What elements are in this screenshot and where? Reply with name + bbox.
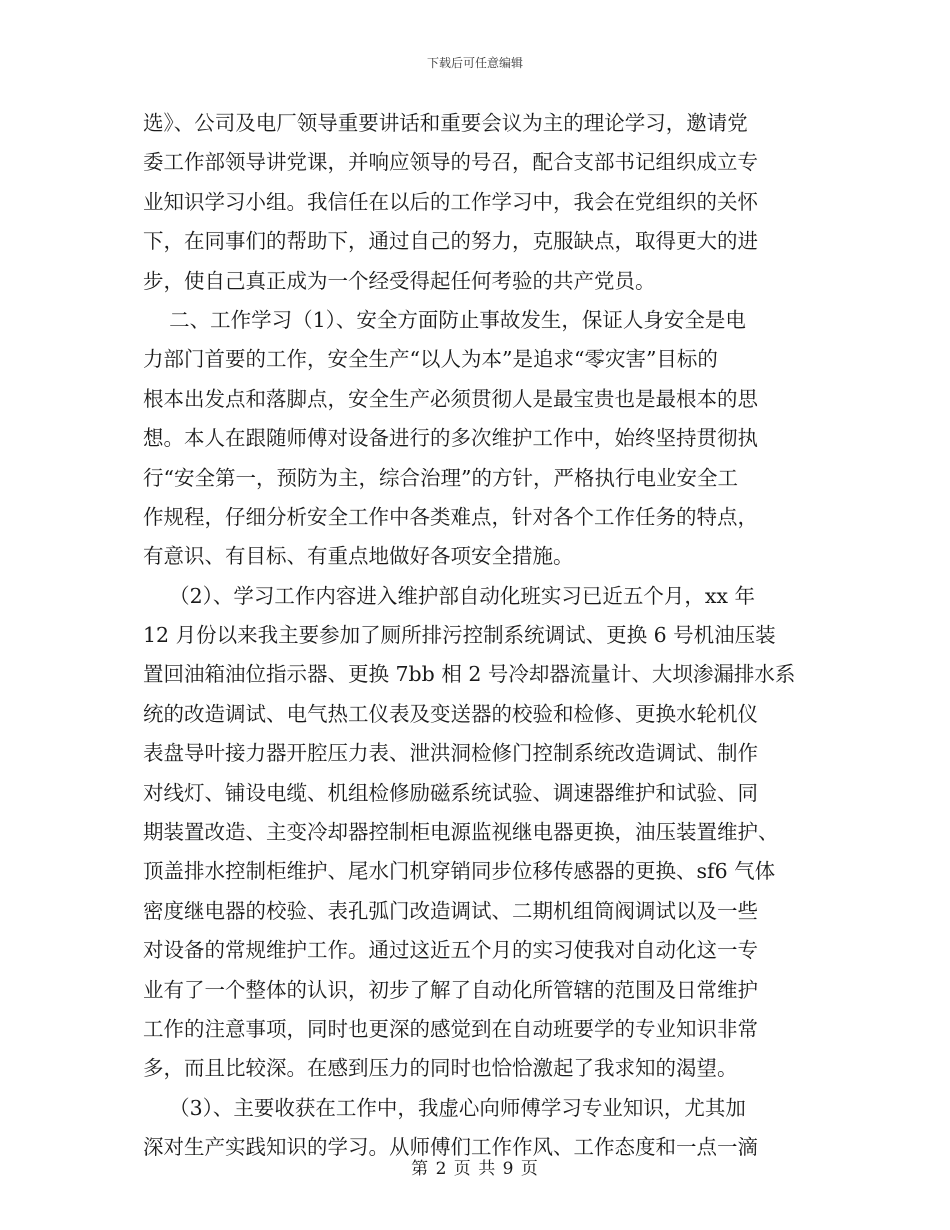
text-line: 业知识学习小组。我信任在以后的工作学习中，我会在党组织的关怀 xyxy=(143,189,758,214)
text-line: 12 月份以来我主要参加了厕所排污控制系统调试、更换 6 号机油压装 xyxy=(143,623,776,648)
page-number-footer: 第 2 页 共 9 页 xyxy=(411,1159,539,1179)
text-line: 下，在同事们的帮助下，通过自己的努力，克服缺点，取得更大的进 xyxy=(143,229,758,254)
text-line: 对设备的常规维护工作。通过这近五个月的实习使我对自动化这一专 xyxy=(143,938,758,963)
text-line: 表盘导叶接力器开腔压力表、泄洪洞检修门控制系统改造调试、制作 xyxy=(143,741,758,766)
text-line: 选》、公司及电厂领导重要讲话和重要会议为主的理论学习，邀请党 xyxy=(143,111,748,135)
text-line: 业有了一个整体的认识，初步了解了自动化所管辖的范围及日常维护 xyxy=(143,977,758,1002)
text-line: 委工作部领导讲党课，并响应领导的号召，配合支部书记组织成立专 xyxy=(143,150,758,175)
page-header: 下载后可任意编辑 xyxy=(426,56,523,70)
text-line: 二、工作学习（1）、安全方面防止事故发生，保证人身安全是电 xyxy=(143,307,746,332)
text-line: 深对生产实践知识的学习。从师傅们工作作风、工作态度和一点一滴 xyxy=(143,1135,758,1160)
text-line: 置回油箱油位指示器、更换 7bb 相 2 号冷却器流量计、大坝渗漏排水系 xyxy=(143,662,796,687)
text-line: 作规程，仔细分析安全工作中各类难点，针对各个工作任务的特点， xyxy=(143,504,758,529)
text-line: 顶盖排水控制柜维护、尾水门机穿销同步位移传感器的更换、sf6 气体 xyxy=(143,859,776,884)
text-line: 有意识、有目标、有重点地做好各项安全措施。 xyxy=(143,544,574,569)
text-line: 力部门首要的工作，安全生产“以人为本”是追求“零灾害”目标的 xyxy=(143,347,718,372)
text-line: 密度继电器的校验、表孔弧门改造调试、二期机组筒阀调试以及一些 xyxy=(143,898,758,923)
text-line: 想。本人在跟随师傅对设备进行的多次维护工作中，始终坚持贯彻执 xyxy=(143,426,758,451)
text-line: （3）、主要收获在工作中，我虚心向师傅学习专业知识，尤其加 xyxy=(143,1095,746,1120)
text-line: 根本出发点和落脚点，安全生产必须贯彻人是最宝贵也是最根本的思 xyxy=(143,386,758,411)
text-line: 统的改造调试、电气热工仪表及变送器的校验和检修、更换水轮机仪 xyxy=(143,701,758,726)
text-line: 对线灯、铺设电缆、机组检修励磁系统试验、调速器维护和试验、同 xyxy=(143,780,758,805)
text-line: 期装置改造、主变冷却器控制柜电源监视继电器更换，油压装置维护、 xyxy=(143,820,779,845)
text-line: 步，使自己真正成为一个经受得起任何考验的共产党员。 xyxy=(143,268,656,293)
document-body xyxy=(143,104,809,1168)
text-line: 多，而且比较深。在感到压力的同时也恰恰激起了我求知的渴望。 xyxy=(143,1056,738,1081)
text-line: 行“安全第一，预防为主，综合治理”的方针，严格执行电业安全工 xyxy=(143,465,738,490)
text-line: 工作的注意事项，同时也更深的感觉到在自动班要学的专业知识非常 xyxy=(143,1016,758,1041)
text-line: （2）、学习工作内容进入维护部自动化班实习已近五个月，xx 年 xyxy=(143,583,755,608)
